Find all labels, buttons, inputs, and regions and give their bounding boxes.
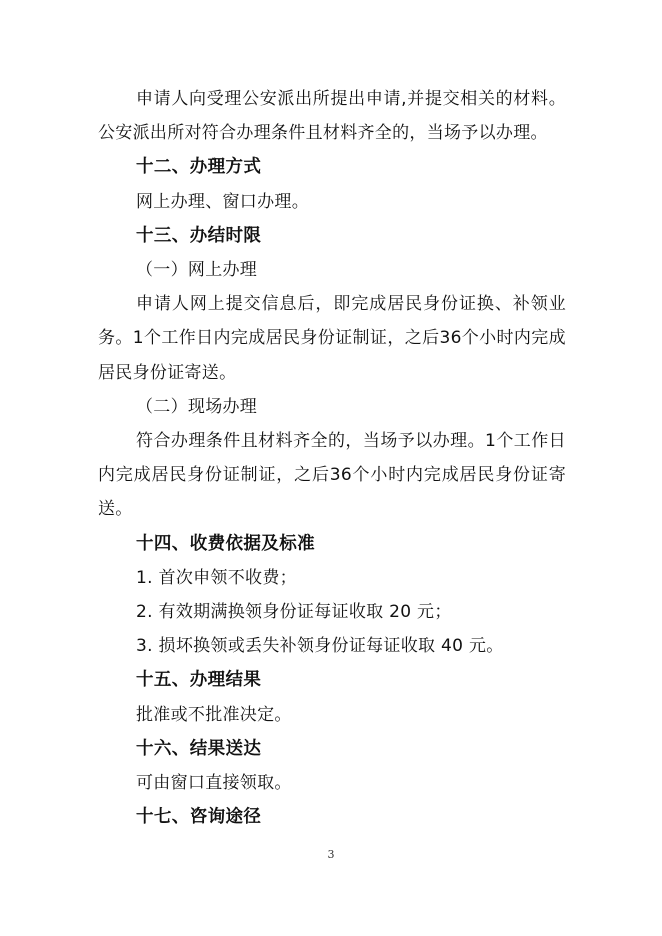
- fee-item-3: 3. 损坏换领或丢失补领身份证每证收取 40 元。: [136, 636, 504, 657]
- heading-completion-time: 十三、办结时限: [136, 225, 262, 246]
- heading-handling-method: 十二、办理方式: [136, 157, 262, 178]
- heading-delivery: 十六、结果送达: [136, 738, 262, 759]
- fee-item-2: 2. 有效期满换领身份证每证收取 20 元；: [136, 602, 452, 623]
- document-body: [98, 82, 566, 834]
- paragraph-application-process: 申请人向受理公安派出所提出申请,并提交相关的材料。公安派出所对符合办理条件且材料齐全的，当场予以办理。: [98, 89, 566, 144]
- subheading-onsite: （二）现场办理: [136, 396, 258, 417]
- paragraph-result: 批准或不批准决定。: [136, 704, 292, 725]
- heading-fees: 十四、收费依据及标准: [136, 533, 315, 554]
- subheading-online: （一）网上办理: [136, 260, 258, 281]
- page-number: 3: [327, 848, 335, 861]
- heading-consultation: 十七、咨询途径: [136, 807, 262, 828]
- heading-result: 十五、办理结果: [136, 670, 262, 691]
- paragraph-delivery: 可由窗口直接领取。: [136, 773, 292, 794]
- fee-item-1: 1. 首次申领不收费；: [136, 567, 297, 588]
- paragraph-onsite: 符合办理条件且材料齐全的，当场予以办理。1个工作日内完成居民身份证制证，之后36个小时内完成居民身份证寄送。: [98, 431, 566, 520]
- paragraph-online: 申请人网上提交信息后，即完成居民身份证换、补领业务。1个工作日内完成居民身份证制证，之后36个小时内完成居民身份证寄送。: [98, 294, 566, 383]
- paragraph-handling-method: 网上办理、窗口办理。: [136, 191, 309, 212]
